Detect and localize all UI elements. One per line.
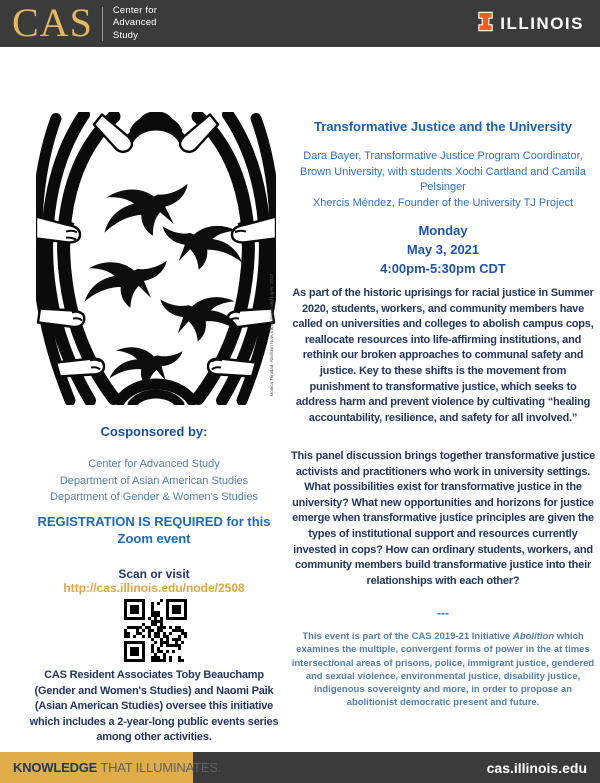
registration-note: REGISTRATION IS REQUIRED for this Zoom event [37, 514, 271, 546]
cosponsored-heading: Cosponsored by: [100, 424, 208, 439]
tagline-rest: THAT ILLUMINATES. [97, 760, 222, 775]
qr-code [124, 599, 187, 662]
registration-url-link[interactable]: http://cas.illinois.edu/node/2508 [63, 581, 245, 595]
initiative-note-prefix: This event is part of the CAS 2019-21 Initiative [302, 631, 513, 642]
speaker-line: Dara Bayer, Transformative Justice Program Coordinator, Brown University, with students Xochi Cartland and Camila Pelsinger [300, 150, 586, 194]
block-i-icon [478, 11, 493, 37]
speaker-line: Xhercis Méndez, Founder of the University TJ Project [312, 196, 574, 209]
footer-website: cas.illinois.edu [486, 759, 587, 776]
event-time: 4:00pm-5:30pm CDT [380, 260, 506, 276]
scan-label: Scan or visit [118, 567, 190, 581]
cosponsor-item: Department of Asian American Studies [59, 474, 249, 487]
event-day: Monday [418, 223, 468, 238]
artwork-credit-text: Monica Trinidad, Abolition Now, ink on paper and paper, 2013 [269, 274, 274, 397]
cosponsor-list [26, 456, 282, 506]
cosponsor-item: Department of Gender & Women's Studies [50, 491, 258, 503]
illinois-wordmark: ILLINOIS [500, 13, 584, 33]
text-separator: --- [437, 606, 449, 620]
initiative-note [289, 630, 597, 710]
event-datetime [289, 222, 597, 279]
description-paragraph-1: As part of the historic uprisings for racial justice in Summer 2020, students, workers, and community members have called on universities and colleges to abolish campus cops, reallocate resources into life-affirming institutions, and rethink our broken approaches to communal safety and justice. Key to these shifts is the movement from punishment to transformative justice, which seeks to address harm and prevent violence by cultivating “healing accountability, resilience, and safety for all involved.” [292, 287, 594, 424]
speaker-list [289, 149, 597, 211]
resident-associates-note: CAS Resident Associates Toby Beauchamp (Gender and Women's Studies) and Naomi Paik (Asian American Studies) oversee this initiative which includes a 2-year-long public events series among other activities. [29, 669, 279, 744]
footer-bar [0, 752, 600, 783]
cas-name-line: Advanced [112, 17, 157, 29]
cosponsor-item: Center for Advanced Study [88, 458, 220, 470]
event-title: Transformative Justice and the University [314, 119, 572, 134]
footer-tagline [0, 752, 222, 783]
cas-name-line: Center for [112, 4, 158, 16]
header-divider [102, 7, 103, 41]
illinois-logo [478, 11, 584, 37]
header-bar [0, 0, 600, 47]
cas-name-line: Study [112, 29, 139, 41]
abolition-artwork [36, 112, 276, 405]
initiative-note-suffix: which examines the multiple, convergent forms of power in the at times intersectional areas of prisons, police, immigrant justice, gendered and sexual violence, environmental justice, disability justice, indigenous sovereignty and more, in order to propose an abolitionist democratic present and future. [291, 631, 595, 709]
event-date: May 3, 2021 [406, 241, 480, 257]
cas-unit-name [113, 5, 157, 42]
tagline-knowledge: KNOWLEDGE [13, 760, 98, 775]
scan-or-visit-line [26, 567, 282, 595]
initiative-title: Abolition [512, 631, 555, 642]
description-paragraph-2: This panel discussion brings together transformative justice activists and practitioners who work in university settings. What possibilities exist for transformative justice in the university? What new opportunities and horizons for justice emerge when transformative justice principles are given the types of institutional support and resources currently invested in cops? How can ordinary students, workers, and community members build transformative justice into their relationships with each other? [290, 450, 595, 587]
cas-logo: CAS [12, 0, 93, 45]
